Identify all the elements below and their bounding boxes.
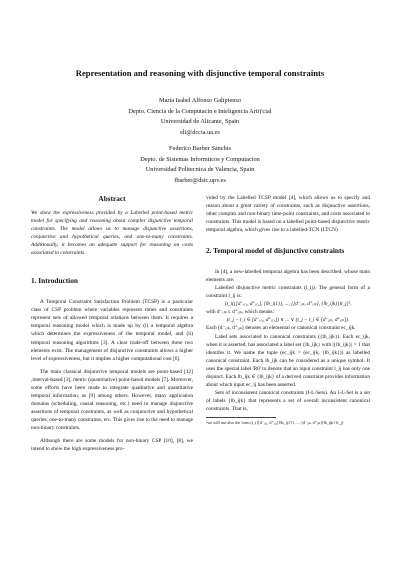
body-paragraph: with d⁻ᵢⱼₖ ≤ d⁺ᵢⱼₖ, which means: xyxy=(206,309,275,316)
right-column xyxy=(206,194,370,426)
author-list xyxy=(80,96,320,192)
author-affiliation: Depto. Ciencia de la Computacin e Inteligencia Artiƒcial xyxy=(128,107,272,115)
section-2-heading: 2. Temporal model of disjunctive constraints xyxy=(206,246,345,256)
abstract-section xyxy=(31,194,193,257)
body-paragraph: Sets of inconsistent canonical constraints (I-L-Sets). An I-L-Set is a set of labels {lb_ijk} that represents a set of overall inconsistent canonical constraints. That is, xyxy=(206,389,370,412)
introduction-paragraph: Although there are some models for non-binary CSP [10], [8], we intend to show the high expressiveness pro- xyxy=(31,438,193,453)
author-email: fbarber@dsic.upv.es xyxy=(174,176,226,184)
paper-title: Representation and reasoning with disjunctive temporal constraints xyxy=(75,68,325,78)
author-1 xyxy=(80,96,320,138)
author-name: Federico Barber Sanchis xyxy=(169,145,231,152)
body-paragraph: In [4], a new-labelled temporal algebra has been described, whose main elements are: xyxy=(206,269,370,284)
constraint-formula: (t_j − t_i ∈ [d⁻ᵢⱼ₁, d⁺ᵢⱼ₁]) ∨ ... ∨ (t_j − t_i ∈ [d⁻ᵢⱼₖ, d⁺ᵢⱼₖ]). xyxy=(226,317,350,324)
author-name: Maria Isabel Alfonso Galipienso xyxy=(158,97,242,104)
abstract-text: We show the expressiveness provided by a Labelled point-based metric model for specifying and reasoning about complex disjunctive temporal constraints. The model allows us to manage disjunctive assertions, conjunctive and hypothetical queries, and one-to-many constraints. Additionally, it becomes an adequate support for reasoning on costs associated to constraints. xyxy=(31,210,193,257)
author-institution: Universidad de Alicante, Spain xyxy=(160,118,240,125)
body-paragraph: Labelled disjunctive metric constraints (l_ij). The general form of a constraint l_ij is: xyxy=(206,285,370,300)
introduction-paragraph: The main classical disjunctive temporal models are point-based [12] ,interval-based [3], metric (quantitative) point-based models [7]. Moreover, some efforts have been made to integrate qualitative and quantitative temporal information, as [9] among others. However, many application domains (scheduling, causal reasoning, etc.) need to manage disjunctive assertions of temporal constraints, as well as conjunctive and hypothetical queries, one-to-many constraints, etc. This gives rise to the need to manage non-binary constraints. xyxy=(31,368,193,431)
body-paragraph: vided by the Labelled TCSP model [4], which allows us to specify and reason about a great variety of constraints, such as disjunctive assertions, other complex and non-binary time-point constraints, and costs associated to constraints. This model is based on a labelled point-based disjunctive metric temporal algebra, which gives rise to a labelled-TCN (LTCN) xyxy=(206,195,370,234)
footnote-rule xyxy=(206,417,276,418)
author-affiliation: Depto. de Sistemas Informticos y Computacion xyxy=(140,155,260,163)
introduction-heading: 1. Introduction xyxy=(31,276,78,286)
footnote: ¹we will use also the form (t_i{[d⁻ᵢⱼ₁, d⁺ᵢⱼ₁]{lb_ij1}}, ..., [d⁻ᵢⱼₖ, d⁺ᵢⱼₖ]{lb_ijk}}t_j) xyxy=(206,419,344,425)
constraint-formula: {t_i({[d⁻ᵢⱼ₁, d⁺ᵢⱼ₁], {lb_ij1}}, ..., {[d⁻ᵢⱼₖ, d⁺ᵢⱼₖ], {lb_ijk}})t_j}¹, xyxy=(224,301,352,308)
author-2 xyxy=(80,144,320,186)
introduction-paragraph: A Temporal Constraint Satisfaction Problem (TCSP) is a particular class of CSP problem where variables represent times and constraints represent sets of allowed temporal relations between them. It requires a temporal reasoning model which is made up by (i) a temporal algebra which determines the expressiveness of the temporal model, and (ii) temporal reasoning algorithms [3]. A clear trade-off between these two elements exist. The management of disjunctive constraints allows a higher level of expressiveness, but it implies a higher computational cost [6]. xyxy=(31,299,193,362)
abstract-heading: Abstract xyxy=(98,194,126,203)
body-paragraph: Label sets associated to canonical constraints ({lb_ijk}). Each ec_ijk, when it is asserted, has associated a label set {lb_ijk} with |{lb_ijk}| = 1 that identifes it. We name the tuple (ec_ijk = (ec_ijk, {lb_ijk})) as labelled canonical constraint. Each lb_ijk can be considered as a unique symbol. It uses the special label 'R0' to denote that an input constraint l_ij has only one disjunct. Each lb_ijk ∈ {lb_ijk} of a derived constraint provides information about which input ec_ij has been asserted. xyxy=(206,333,370,388)
left-column xyxy=(31,194,193,453)
author-email: eli@dccia.ua.es xyxy=(180,128,220,136)
body-paragraph: Each [d⁻ᵢⱼₖ, d⁺ᵢⱼₖ] denotes an elemental or canonical constraint ec_ijk. xyxy=(206,325,356,332)
author-institution: Universidad Politecnica de Valencia, Spain xyxy=(145,166,255,173)
